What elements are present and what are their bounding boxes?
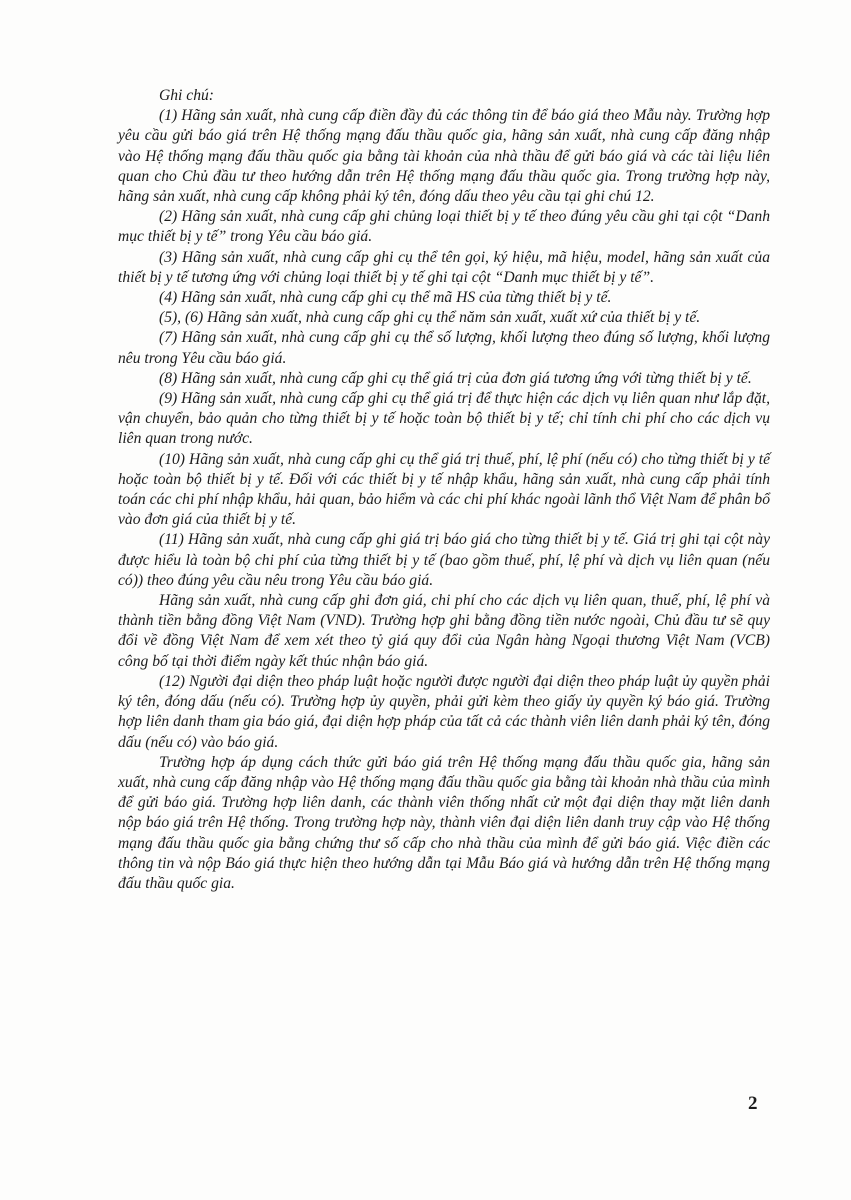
note-paragraph-12: (12) Người đại diện theo pháp luật hoặc người được người đại diện theo pháp luật ủy quyền phải ký tên, đóng dấu (nếu có). Trường hợp ủy quyền, phải gửi kèm theo giấy ủy quyền ký báo giá. Trường hợp liên danh tham gia báo giá, đại diện hợp pháp của tất cả các thành viên liên danh phải ký tên, đóng dấu (nếu có) vào báo giá. [118,672,770,751]
page-number: 2 [748,1093,758,1114]
note-paragraph-currency: Hãng sản xuất, nhà cung cấp ghi đơn giá, chi phí cho các dịch vụ liên quan, thuế, phí, lệ phí và thành tiền bằng đồng Việt Nam (VND). Trường hợp ghi bằng đồng tiền nước ngoài, Chủ đầu tư sẽ quy đổi về đồng Việt Nam để xem xét theo tỷ giá quy đổi của Ngân hàng Ngoại thương Việt Nam (VCB) công bố tại thời điểm ngày kết thúc nhận báo giá. [118,592,770,670]
note-paragraph-1: (1) Hãng sản xuất, nhà cung cấp điền đầy đủ các thông tin để báo giá theo Mẫu này. Trường hợp yêu cầu gửi báo giá trên Hệ thống mạng đấu thầu quốc gia, hãng sản xuất, nhà cung cấp đăng nhập vào Hệ thống mạng đấu thầu quốc gia bằng tài khoản của nhà thầu để gửi báo giá và các tài liệu liên quan cho Chủ đầu tư theo hướng dẫn trên Hệ thống mạng đấu thầu quốc gia. Trong trường hợp này, hãng sản xuất, nhà cung cấp không phải ký tên, đóng dấu theo yêu cầu tại ghi chú 12. [118,107,770,206]
note-paragraph-3: (3) Hãng sản xuất, nhà cung cấp ghi cụ thể tên gọi, ký hiệu, mã hiệu, model, hãng sản xuất của thiết bị y tế tương ứng với chủng loại thiết bị y tế ghi tại cột “Danh mục thiết bị y tế”. [118,248,770,286]
note-paragraph-online-submission: Trường hợp áp dụng cách thức gửi báo giá trên Hệ thống mạng đấu thầu quốc gia, hãng sản xuất, nhà cung cấp đăng nhập vào Hệ thống mạng đấu thầu quốc gia bằng tài khoản nhà thầu của mình để gửi báo giá. Trường hợp liên danh, các thành viên thống nhất cử một đại diện thay mặt liên danh nộp báo giá trên Hệ thống. Trong trường hợp này, thành viên đại diện liên danh truy cập vào Hệ thống mạng đấu thầu quốc gia bằng chứng thư số cấp cho nhà thầu của mình để gửi báo giá. Việc điền các thông tin và nộp Báo giá thực hiện theo hướng dẫn tại Mẫu Báo giá và hướng dẫn trên Hệ thống mạng đấu thầu quốc gia. [118,753,770,892]
note-paragraph-7: (7) Hãng sản xuất, nhà cung cấp ghi cụ thể số lượng, khối lượng theo đúng số lượng, khối lượng nêu trong Yêu cầu báo giá. [118,329,770,367]
note-paragraph-5-6: (5), (6) Hãng sản xuất, nhà cung cấp ghi cụ thể năm sản xuất, xuất xứ của thiết bị y tế. [159,309,701,327]
note-paragraph-9: (9) Hãng sản xuất, nhà cung cấp ghi cụ thể giá trị để thực hiện các dịch vụ liên quan như lắp đặt, vận chuyển, bảo quản cho từng thiết bị y tế hoặc toàn bộ thiết bị y tế; chỉ tính chi phí cho các dịch vụ liên quan trong nước. [118,390,770,448]
notes-heading: Ghi chú: [159,87,214,104]
note-paragraph-4: (4) Hãng sản xuất, nhà cung cấp ghi cụ thể mã HS của từng thiết bị y tế. [159,289,612,307]
note-paragraph-11: (11) Hãng sản xuất, nhà cung cấp ghi giá trị báo giá cho từng thiết bị y tế. Giá trị ghi tại cột này được hiểu là toàn bộ chi phí của từng thiết bị y tế (bao gồm thuế, phí, lệ phí và dịch vụ liên quan (nếu có)) theo đúng yêu cầu nêu trong Yêu cầu báo giá. [118,531,770,589]
note-paragraph-8: (8) Hãng sản xuất, nhà cung cấp ghi cụ thể giá trị của đơn giá tương ứng với từng thiết bị y tế. [159,369,752,387]
notes-section [118,86,770,894]
note-paragraph-2: (2) Hãng sản xuất, nhà cung cấp ghi chủng loại thiết bị y tế theo đúng yêu cầu ghi tại cột “Danh mục thiết bị y tế” trong Yêu cầu báo giá. [118,208,770,246]
note-paragraph-10: (10) Hãng sản xuất, nhà cung cấp ghi cụ thể giá trị thuế, phí, lệ phí (nếu có) cho từng thiết bị y tế hoặc toàn bộ thiết bị y tế. Đối với các thiết bị y tế nhập khẩu, hãng sản xuất, nhà cung cấp phải tính toán các chi phí nhập khẩu, hải quan, bảo hiểm và các chi phí khác ngoài lãnh thổ Việt Nam để phân bổ vào đơn giá của thiết bị y tế. [118,450,770,529]
